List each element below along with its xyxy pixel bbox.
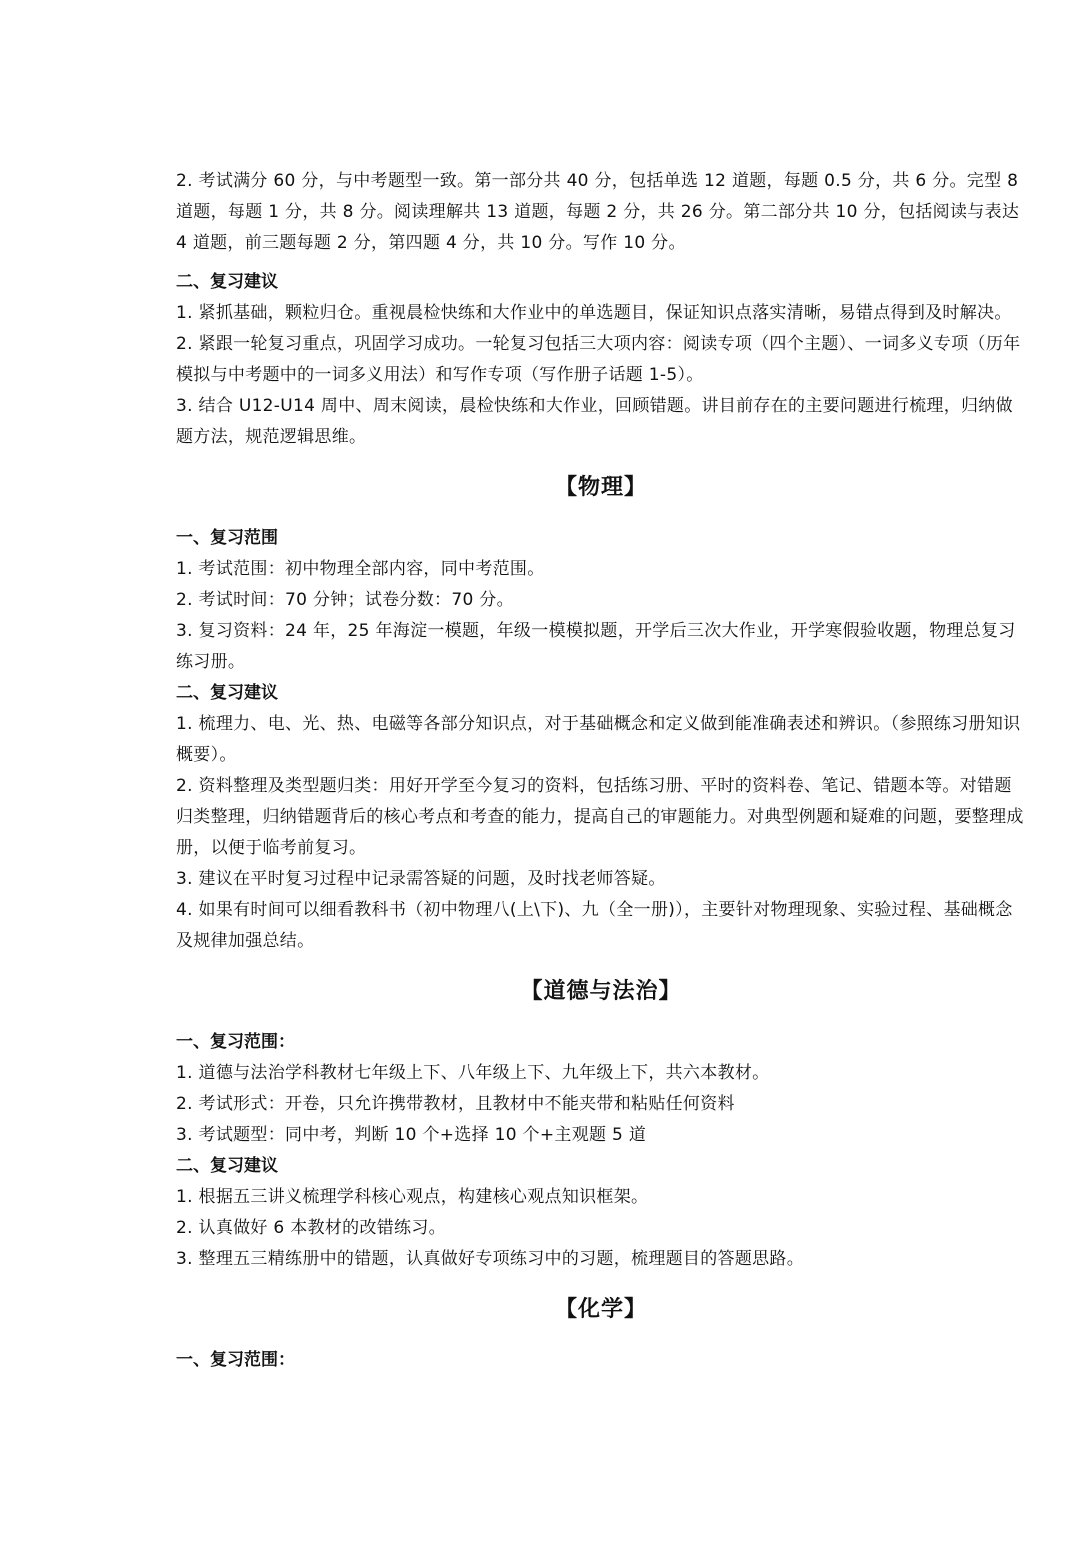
chemistry-section <box>176 1293 1026 1376</box>
morality-law-title: 【道德与法治】 <box>520 979 682 1004</box>
physics-advice-item: 3. 建议在平时复习过程中记录需答疑的问题，及时找老师答疑。 <box>176 869 666 889</box>
english-scope-item: 2. 考试满分 60 分，与中考题型一致。第一部分共 40 分，包括单选 12 道题，每题 0.5 分，共 6 分。完型 8 道题，每题 1 分，共 8 分。阅读理解共 13 道题，每题 2 分，共 26 分。第二部分共 10 分，包括阅读与表达 4 道题，前三题每题 2 分，第四题 4 分，共 10 分。写作 10 分。 <box>176 171 1020 253</box>
physics-title: 【物理】 <box>554 475 647 500</box>
document-page <box>176 166 1026 1376</box>
english-advice-heading: 二、复习建议 <box>176 272 278 292</box>
physics-section <box>176 471 1026 957</box>
morality-law-section <box>176 975 1026 1275</box>
physics-scope-item: 2. 考试时间：70 分钟；试卷分数：70 分。 <box>176 590 514 610</box>
physics-advice-item: 1. 梳理力、电、光、热、电磁等各部分知识点，对于基础概念和定义做到能准确表述和辨识。（参照练习册知识概要）。 <box>176 714 1021 765</box>
english-advice-item: 3. 结合 U12-U14 周中、周末阅读，晨检快练和大作业，回顾错题。讲目前存在的主要问题进行梳理，归纳做题方法，规范逻辑思维。 <box>176 396 1013 447</box>
chemistry-scope-heading: 一、复习范围： <box>176 1350 295 1370</box>
physics-scope-heading: 一、复习范围 <box>176 528 278 548</box>
physics-scope-item: 3. 复习资料：24 年，25 年海淀一模题，年级一模模拟题，开学后三次大作业，开学寒假验收题，物理总复习练习册。 <box>176 621 1016 672</box>
physics-advice-heading: 二、复习建议 <box>176 683 278 703</box>
morality-law-scope-item: 2. 考试形式：开卷，只允许携带教材，且教材中不能夹带和粘贴任何资料 <box>176 1094 735 1114</box>
morality-law-scope-item: 1. 道德与法治学科教材七年级上下、八年级上下、九年级上下，共六本教材。 <box>176 1063 770 1083</box>
morality-law-advice-item: 1. 根据五三讲义梳理学科核心观点，构建核心观点知识框架。 <box>176 1187 649 1207</box>
physics-advice-item: 4. 如果有时间可以细看教科书（初中物理八(上\下)、九（全一册)），主要针对物理现象、实验过程、基础概念及规律加强总结。 <box>176 900 1013 951</box>
morality-law-advice-item: 2. 认真做好 6 本教材的改错练习。 <box>176 1218 446 1238</box>
physics-advice-item: 2. 资料整理及类型题归类：用好开学至今复习的资料，包括练习册、平时的资料卷、笔记、错题本等。对错题归类整理，归纳错题背后的核心考点和考查的能力，提高自己的审题能力。对典型例题和疑难的问题，要整理成册，以便于临考前复习。 <box>176 776 1024 858</box>
physics-scope-item: 1. 考试范围：初中物理全部内容，同中考范围。 <box>176 559 545 579</box>
english-advice-item: 1. 紧抓基础，颗粒归仓。重视晨检快练和大作业中的单选题目，保证知识点落实清晰，易错点得到及时解决。 <box>176 303 1012 323</box>
english-section <box>176 166 1026 453</box>
english-advice-item: 2. 紧跟一轮复习重点，巩固学习成功。一轮复习包括三大项内容：阅读专项（四个主题）、一词多义专项（历年模拟与中考题中的一词多义用法）和写作专项（写作册子话题 1-5）。 <box>176 334 1021 385</box>
morality-law-advice-heading: 二、复习建议 <box>176 1156 278 1176</box>
morality-law-advice-item: 3. 整理五三精练册中的错题，认真做好专项练习中的习题，梳理题目的答题思路。 <box>176 1249 805 1269</box>
chemistry-title: 【化学】 <box>554 1297 647 1322</box>
morality-law-scope-item: 3. 考试题型：同中考，判断 10 个+选择 10 个+主观题 5 道 <box>176 1125 647 1145</box>
morality-law-scope-heading: 一、复习范围： <box>176 1032 295 1052</box>
